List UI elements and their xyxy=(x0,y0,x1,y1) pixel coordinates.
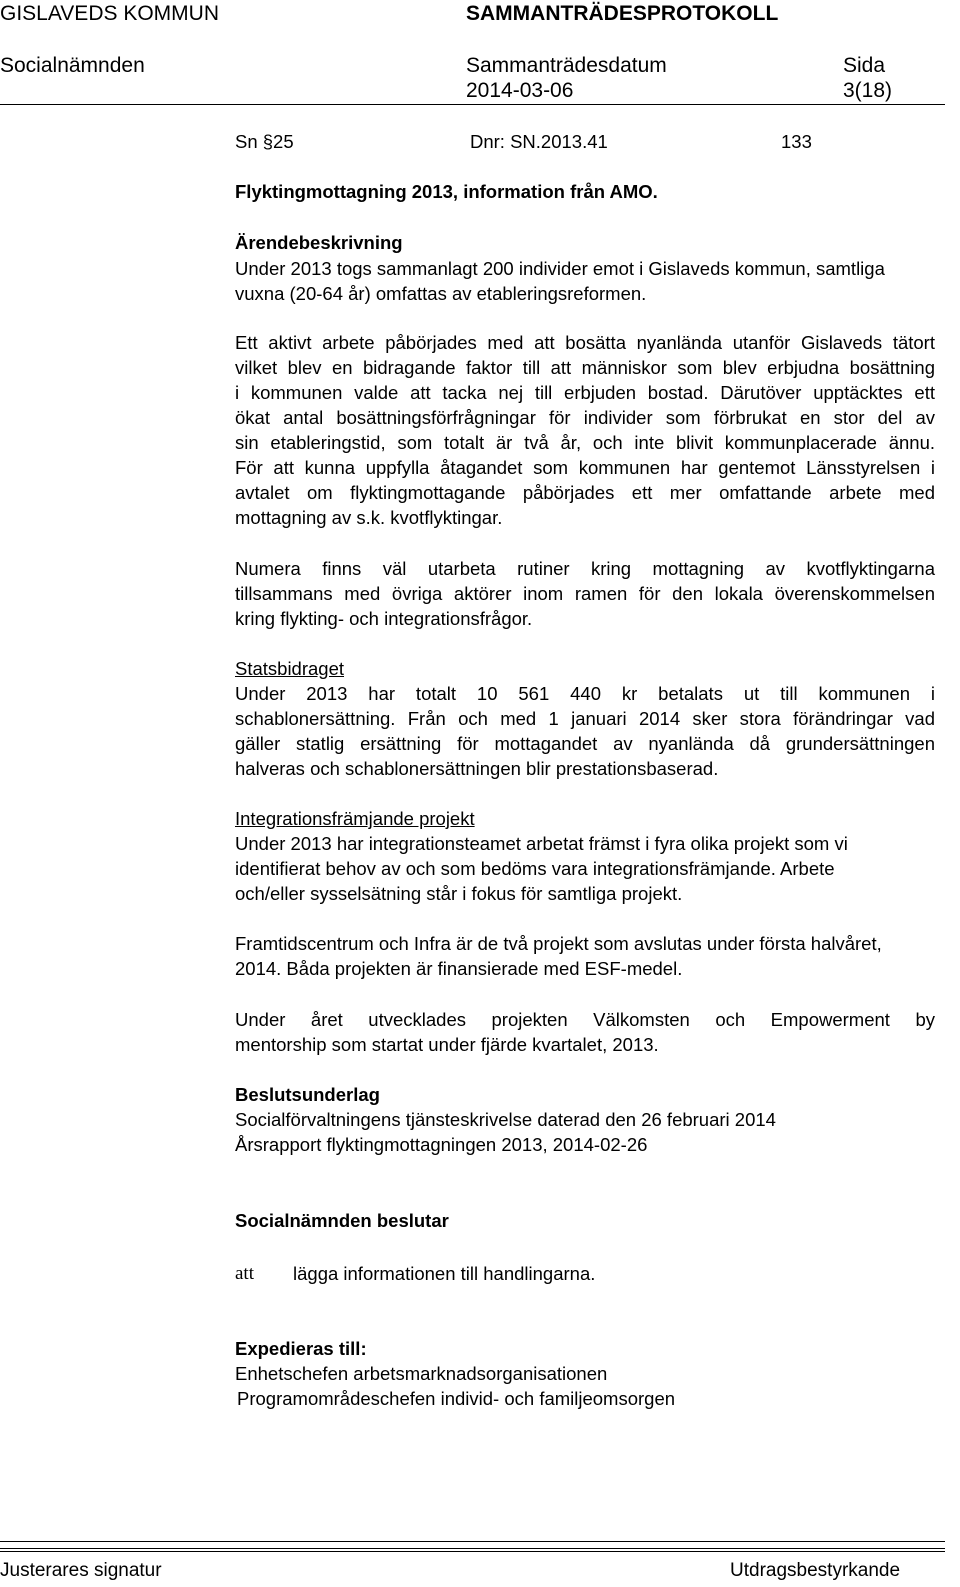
beslut-heading: Socialnämnden beslutar xyxy=(235,1210,449,1231)
meeting-date-label: Sammanträdesdatum xyxy=(466,54,667,77)
beslut-att: att xyxy=(235,1263,254,1284)
text-line: avtalet om flyktingmottagande påbörjades ett mer omfattande arbete med xyxy=(235,482,935,503)
committee-name: Socialnämnden xyxy=(0,54,145,77)
text-line: tillsammans med övriga aktörer inom ramen för den lokala överenskommelsen xyxy=(235,583,935,604)
document-type: SAMMANTRÄDESPROTOKOLL xyxy=(466,2,779,25)
case-code: 133 xyxy=(781,131,812,152)
integration-heading: Integrationsfrämjande projekt xyxy=(235,808,475,829)
footer-signature-box xyxy=(0,1548,945,1552)
text-line: mentorship som startat under fjärde kvartalet, 2013. xyxy=(235,1034,659,1055)
paragraph-aktivt-arbete xyxy=(235,330,935,530)
page-label: Sida xyxy=(843,54,886,77)
org-name: GISLAVEDS KOMMUN xyxy=(0,2,219,25)
text-line: Numera finns väl utarbeta rutiner kring mottagning av kvotflyktingarna xyxy=(235,558,935,579)
text-line: sin etableringstid, som totalt är två år, och inte blivit kommunplacerade ännu. xyxy=(235,432,935,453)
text-line: vilket blev en bidragande faktor till att människor som blev erbjudna bosättning xyxy=(235,357,935,378)
list-item: Socialförvaltningens tjänsteskrivelse daterad den 26 februari 2014 xyxy=(235,1109,776,1130)
case-dnr: Dnr: SN.2013.41 xyxy=(470,131,608,152)
expedieras-list xyxy=(235,1361,675,1411)
text-line: mottagning av s.k. kvotflyktingar. xyxy=(235,507,503,528)
paragraph-statsbidraget xyxy=(235,681,935,781)
header-rule xyxy=(0,104,945,105)
page-number: 3(18) xyxy=(843,79,893,102)
expedieras-heading: Expedieras till: xyxy=(235,1338,367,1359)
text-line: Under året utvecklades projekten Välkomsten och Empowerment by xyxy=(235,1009,935,1030)
arendebeskrivning-text xyxy=(235,256,935,306)
case-title: Flyktingmottagning 2013, information från AMO. xyxy=(235,181,658,202)
beslutsunderlag-heading: Beslutsunderlag xyxy=(235,1084,380,1105)
meeting-date: 2014-03-06 xyxy=(466,79,574,102)
footer-utdragsbestyrkande: Utdragsbestyrkande xyxy=(730,1560,901,1581)
text-line: Under 2013 togs sammanlagt 200 individer emot i Gislaveds kommun, samtliga xyxy=(235,258,885,279)
text-line: För att kunna uppfylla åtagandet som kommunen har gentemot Länsstyrelsen i xyxy=(235,457,935,478)
list-item: Årsrapport flyktingmottagningen 2013, 2014-02-26 xyxy=(235,1134,648,1155)
text-line: Under 2013 har totalt 10 561 440 kr betalats ut till kommunen i xyxy=(235,683,935,704)
text-line: Under 2013 har integrationsteamet arbetat främst i fyra olika projekt som vi xyxy=(235,833,848,854)
footer-rule xyxy=(0,1541,945,1542)
paragraph-rutiner xyxy=(235,556,935,631)
arendebeskrivning-heading: Ärendebeskrivning xyxy=(235,232,403,253)
text-line: och/eller sysselsätning står i fokus för samtliga projekt. xyxy=(235,883,683,904)
text-line: vuxna (20-64 år) omfattas av etableringsreformen. xyxy=(235,283,647,304)
case-paragraph: Sn §25 xyxy=(235,131,294,152)
text-line: Framtidscentrum och Infra är de två projekt som avslutas under första halvåret, xyxy=(235,933,882,954)
list-item: Enhetschefen arbetsmarknadsorganisationen xyxy=(235,1363,608,1384)
paragraph-valkomsten xyxy=(235,1007,935,1057)
text-line: schablonersättning. Från och med 1 januari 2014 sker stora förändringar vad xyxy=(235,708,935,729)
text-line: gäller statlig ersättning för mottagandet av nyanlända då grundersättningen xyxy=(235,733,935,754)
statsbidraget-heading: Statsbidraget xyxy=(235,658,345,679)
text-line: ökat antal bosättningsförfrågningar för individer som förbrukat en stor del av xyxy=(235,407,935,428)
text-line: identifierat behov av och som bedöms vara integrationsfrämjande. Arbete xyxy=(235,858,835,879)
paragraph-framtidscentrum xyxy=(235,931,882,981)
beslutsunderlag-list xyxy=(235,1107,776,1157)
footer-justerares-signatur: Justerares signatur xyxy=(0,1560,162,1581)
beslut-text: lägga informationen till handlingarna. xyxy=(293,1263,596,1284)
text-line: 2014. Båda projekten är finansierade med ESF-medel. xyxy=(235,958,683,979)
text-line: halveras och schablonersättningen blir prestationsbaserad. xyxy=(235,758,719,779)
text-line: kring flykting- och integrationsfrågor. xyxy=(235,608,533,629)
text-line: Ett aktivt arbete påbörjades med att bosätta nyanlända utanför Gislaveds tätort xyxy=(235,332,935,353)
paragraph-integration xyxy=(235,831,848,906)
text-line: i kommunen valde att tacka nej till erbjuden bostad. Därutöver upptäcktes ett xyxy=(235,382,935,403)
list-item: Programområdeschefen individ- och familjeomsorgen xyxy=(237,1388,676,1409)
